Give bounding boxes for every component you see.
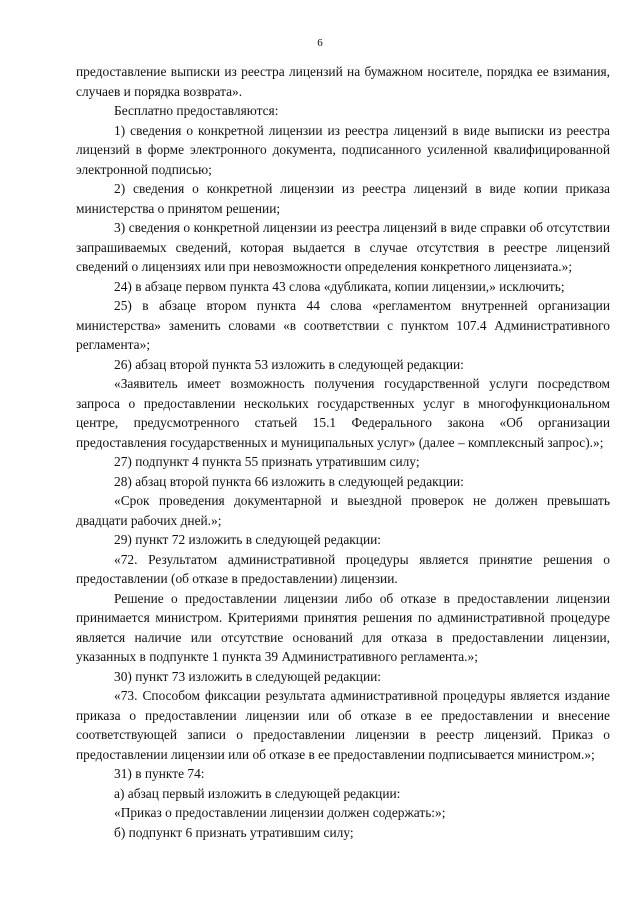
paragraph: предоставление выписки из реестра лицензий на бумажном носителе, порядка ее взимания, случаев и порядка возврата». (76, 64, 610, 99)
paragraph: Решение о предоставлении лицензии либо об отказе в предоставлении лицензии принимается министром. Критериями принятия решения по административной процедуре является наличие или отсутствие оснований для отказа в предоставлении лицензии, указанных в подпункте 1 пункта 39 Административного регламента.»; (76, 590, 610, 664)
paragraph: 28) абзац второй пункта 66 изложить в следующей редакции: (114, 473, 464, 489)
paragraph: б) подпункт 6 признать утратившим силу; (114, 824, 354, 840)
paragraph: 1) сведения о конкретной лицензии из реестра лицензий в виде выписки из реестра лицензий в форме электронного документа, подписанного усиленной квалифицированной электронной подписью; (76, 122, 610, 177)
paragraph: 26) абзац второй пункта 53 изложить в следующей редакции: (114, 356, 464, 372)
paragraph: «Заявитель имеет возможность получения государственной услуги посредством запроса о предоставлении нескольких государственных услуг в многофункциональном центре, предусмотренного статьей 15.1 Федерального закона «Об организации предоставления государственных и муниципальных услуг» (далее – комплексный запрос).»; (76, 376, 610, 450)
paragraph: 27) подпункт 4 пункта 55 признать утратившим силу; (114, 454, 420, 469)
paragraph: Бесплатно предоставляются: (114, 103, 279, 118)
paragraph: 3) сведения о конкретной лицензии из реестра лицензий в виде справки об отсутствии запрашиваемых сведений, которая выдается в случае отсутствия в реестре лицензий сведений о лицензиях или при невозможности определения конкретного лицензиата.»; (76, 220, 610, 274)
paragraph: 25) в абзаце втором пункта 44 слова «регламентом внутренней организации министерства» заменить словами «в соответствии с пунктом 107.4 Административного регламента»; (76, 298, 610, 352)
paragraph: 24) в абзаце первом пункта 43 слова «дубликата, копии лицензии,» исключить; (114, 278, 565, 294)
paragraph: 30) пункт 73 изложить в следующей редакции: (114, 668, 382, 684)
paragraph: а) абзац первый изложить в следующей редакции: (114, 785, 401, 801)
paragraph: 2) сведения о конкретной лицензии из реестра лицензий в виде копии приказа министерства о принятом решении; (76, 181, 610, 216)
paragraph: 31) в пункте 74: (114, 766, 205, 781)
document-body (76, 62, 610, 842)
paragraph: «Срок проведения документарной и выездной проверок не должен превышать двадцати рабочих дней.»; (76, 493, 610, 528)
paragraph: «73. Способом фиксации результата административной процедуры является издание приказа о предоставлении лицензии или об отказе в ее предоставлении и внесение соответствующей записи о предоставлении лицензии в реестр лицензий. Приказ о предоставлении лицензии или об отказе в ее предоставлении подписывается министром.»; (76, 688, 610, 762)
paragraph: 29) пункт 72 изложить в следующей редакции: (114, 532, 382, 547)
page-number: 6 (317, 37, 323, 49)
paragraph: «72. Результатом административной процедуры является принятие решения о предоставлении (об отказе в предоставлении) лицензии. (76, 551, 610, 586)
paragraph: «Приказ о предоставлении лицензии должен содержать:»; (114, 805, 446, 820)
